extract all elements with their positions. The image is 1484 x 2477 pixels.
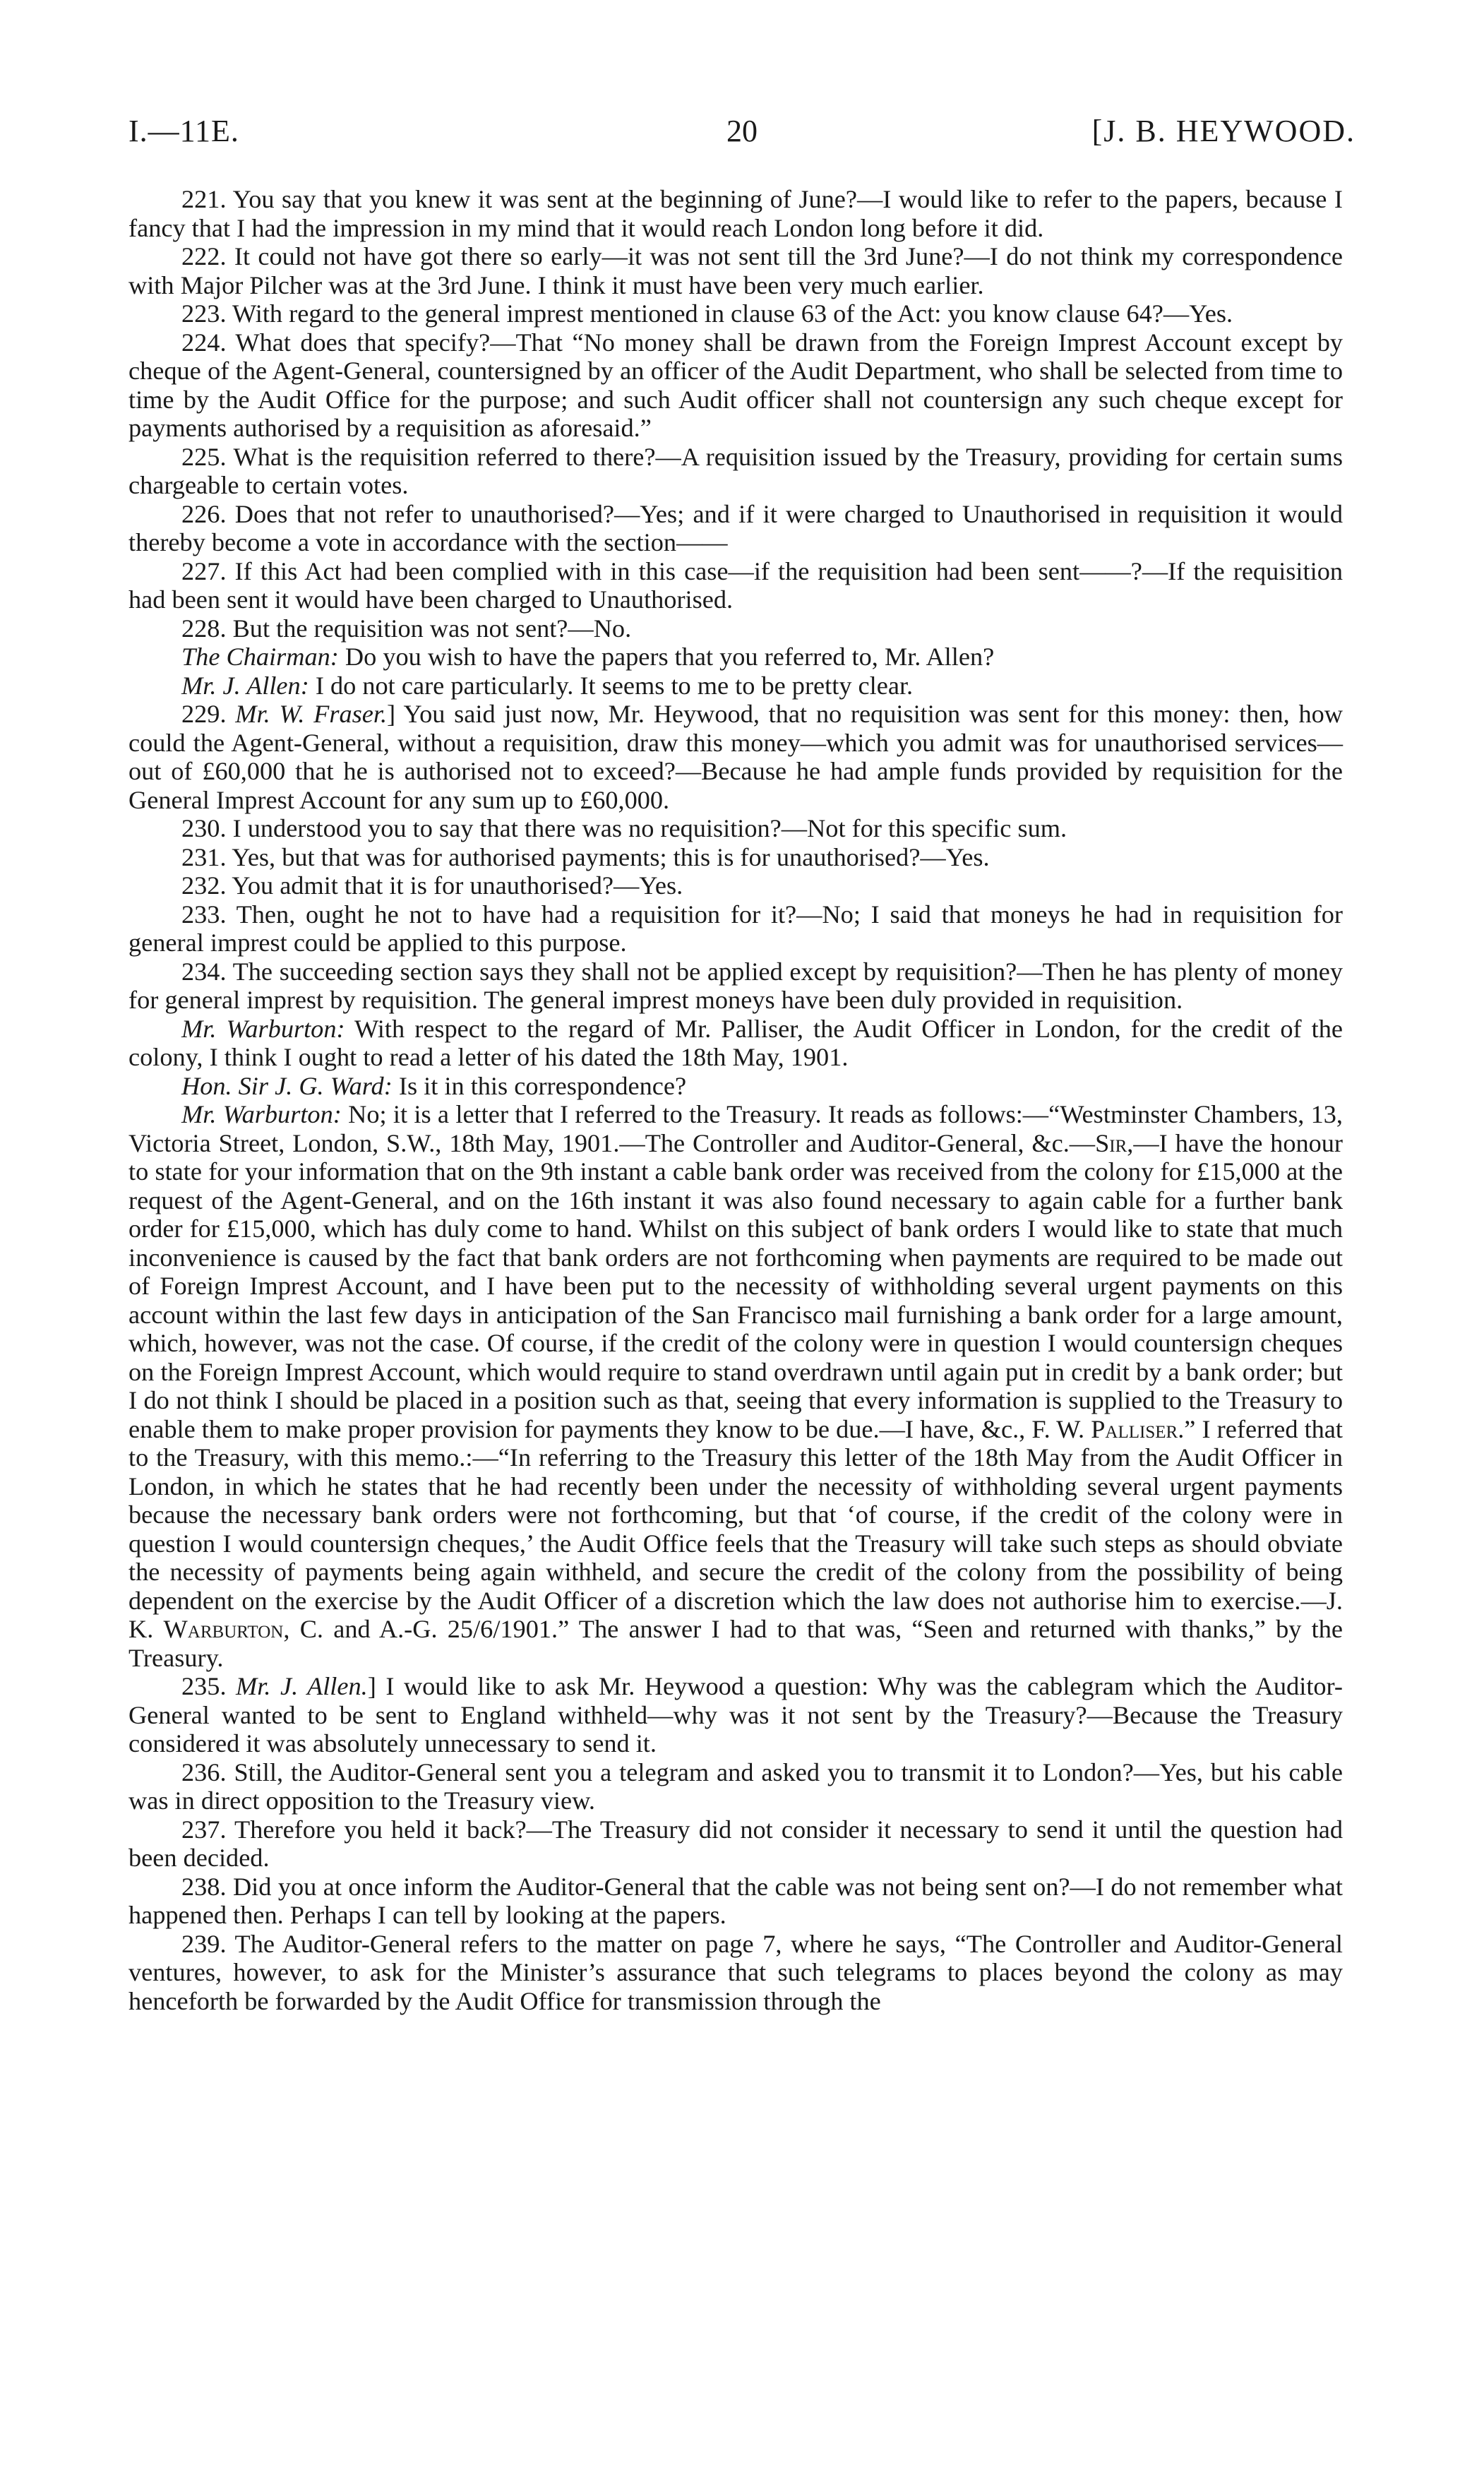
paragraph-text: 237. Therefore you held it back?—The Treasury did not consider it necessary to send it until the question had been decided. [128,1815,1343,1872]
paragraph-text: 222. It could not have got there so early—it was not sent till the 3rd June?—I do not think my correspondence with Major Pilcher was at the 3rd June. I think it must have been very much earlier. [128,242,1343,299]
paragraph [128,1930,1343,2016]
paragraph [128,185,1343,242]
paragraph [128,1672,1343,1758]
paragraph [128,328,1343,443]
paragraph [128,1015,1343,1072]
speaker-name: Mr. J. Allen: [181,671,309,700]
paragraph-text: 227. If this Act had been complied with in this case—if the requisition had been sent——?—If the requisition had been sent it would have been charged to Unauthorised. [128,556,1343,614]
paragraph [128,242,1343,299]
speaker-name: The Chairman: [181,643,339,671]
page-header [128,113,1356,155]
paragraph-text: 231. Yes, but that was for authorised payments; this is for unauthorised?—Yes. [181,842,990,871]
paragraph [128,843,1343,872]
page-number: 20 [726,114,758,148]
witness-name: [J. B. HEYWOOD. [1091,114,1356,148]
speaker-name: Hon. Sir J. G. Ward: [181,1071,393,1100]
paragraph-text: 229. [181,700,236,728]
paragraph-text: Do you wish to have the papers that you referred to, Mr. Allen? [338,643,995,671]
paragraph-text: 233. Then, ought he not to have had a requisition for it?—No; I said that moneys he had in requisition for general imprest could be applied to this purpose. [128,900,1343,957]
paragraph-text: 234. The succeeding section says they shall not be applied except by requisition?—Then he has plenty of money for general imprest by requisition. The general imprest moneys have been duly provided in requisition. [128,957,1343,1014]
paragraph-text: No; it is a letter that I referred to the Treasury. It reads as follows:—“Westminster Chambers, 13, Victoria Street, London, S.W., 18th May, 1901.—The Controller and Auditor-General, &c.— [128,1100,1344,1157]
speaker-name: Mr. W. Fraser. [235,700,388,728]
paragraph-text: 223. With regard to the general imprest mentioned in clause 63 of the Act: you know clause 64?—Yes. [181,299,1233,328]
paragraph-text: 232. You admit that it is for unauthorised?—Yes. [181,871,683,900]
paragraph [128,700,1343,814]
paragraph-text: Is it in this correspondence? [392,1071,687,1100]
paragraph-text: 226. Does that not refer to unauthorised?—Yes; and if it were charged to Unauthorised in requisition it would thereby become a vote in accordance with the section—— [128,499,1343,556]
paragraph-text: 236. Still, the Auditor-General sent you a telegram and asked you to transmit it to London?—Yes, but his cable was in direct opposition to the Treasury view. [128,1757,1343,1815]
speaker-name: Mr. Warburton: [181,1014,345,1043]
paragraph-text: 221. You say that you knew it was sent at the beginning of June?—I would like to refer to the papers, because I fancy that I had the impression in my mind that it would reach London long before it did. [128,185,1343,242]
transcript-body [128,185,1343,2015]
paragraph [128,814,1343,843]
paragraph [128,557,1343,614]
paragraph-text: 238. Did you at once inform the Auditor-General that the cable was not being sent on?—I do not remember what happened then. Perhaps I can tell by looking at the papers. [128,1872,1343,1929]
paragraph [128,871,1343,900]
paragraph-text: 225. What is the requisition referred to there?—A requisition issued by the Treasury, providing for certain sums chargeable to certain votes. [128,442,1343,499]
paragraph-text: With respect to the regard of Mr. Palliser, the Audit Officer in London, for the credit of the colony, I think I ought to read a letter of his dated the 18th May, 1901. [128,1014,1343,1071]
paragraph [128,1873,1343,1930]
paragraph-text: ,—I have the honour to state for your information that on the 9th instant a cable bank order was received from the colony for £15,000 at the request of the Agent-General, and on the 16th instant it was also found necessary to again cable for a further bank order for £15,000, which has duly come to hand. Whilst on this subject of bank orders I would like to state that much inconvenience is caused by the fact that bank orders are not forthcoming when payments are required to be made out of Foreign Imprest Account, and I have been put to the necessity of withholding several urgent payments on this account within the last few days in anticipation of the San Francisco mail furnishing a bank order for a large amount, which, however, was not the case. Of course, if the credit of the colony were in question I would countersign cheques on the Foreign Imprest Account, which would require to stand overdrawn until again put in credit by a bank order; but I do not think I should be placed in a position such as that, seeing that every information is supplied to the Treasury to enable them to make proper provision for payments they know to be due.—I have, &c., F. W. [128,1128,1344,1443]
paragraph-text: 228. But the requisition was not sent?—No. [181,614,632,643]
paragraph [128,443,1343,500]
paragraph [128,1072,1343,1101]
paragraph [128,299,1343,328]
paragraph-text: .” I referred that to the Treasury, with this memo.:—“In referring to the Treasury this letter of the 18th May from the Audit Officer in London, in which he states that he had recently been under the necessity of withholding several urgent payments because the necessary bank orders were not forthcoming, but that ‘of course, if the credit of the colony were in question I would countersign cheques,’ the Audit Office feels that the Treasury will take such steps as should obviate the necessity of payments being again withheld, and secure the credit of the colony from the possibility of being dependent on the exercise by the Audit Officer of a discretion which the law does not authorise him to exercise.—J. K. [128,1414,1343,1643]
paragraph-text: , C. and A.-G. 25/6/1901.” The answer I had to that was, “Seen and returned with thanks,” by the Treasury. [128,1615,1343,1672]
speaker-name: Mr. Warburton: [181,1100,342,1128]
paragraph-text: ] You said just now, Mr. Heywood, that no requisition was sent for this money: then, how could the Agent-General, without a requisition, draw this money—which you admit was for unauthorised services—out of £60,000 that he is authorised not to exceed?—Because he had ample funds provided by requisition for the General Imprest Account for any sum up to £60,000. [128,700,1344,814]
speaker-name: Mr. J. Allen. [236,1672,368,1700]
paragraph [128,643,1343,672]
paragraph-text: 239. The Auditor-General refers to the matter on page 7, where he says, “The Controller and Auditor-General ventures, however, to ask for the Minister’s assurance that such telegrams to places beyond the colony as may henceforth be forwarded by the Audit Office for transmission through the [128,1929,1343,2015]
paragraph [128,900,1343,957]
paragraph-text: ] I would like to ask Mr. Heywood a question: Why was the cablegram which the Auditor-General wanted to be sent to England withheld—why was it not sent by the Treasury?—Because the Treasury considered it was absolutely unnecessary to send it. [128,1672,1343,1757]
paragraph [128,672,1343,700]
paragraph [128,614,1343,643]
paragraph-text: Warburton [163,1615,284,1643]
paragraph [128,1815,1343,1873]
document-reference: I.—11E. [128,114,239,148]
paragraph [128,1758,1343,1815]
paragraph [128,957,1343,1015]
paragraph-text: I do not care particularly. It seems to me to be pretty clear. [309,671,914,700]
paragraph-text: 230. I understood you to say that there was no requisition?—Not for this specific sum. [181,814,1067,842]
paragraph-text: 235. [181,1672,237,1700]
paragraph-text: Palliser [1091,1414,1178,1443]
paragraph-text: Sir [1095,1128,1127,1157]
paragraph [128,500,1343,557]
paragraph [128,1100,1343,1672]
paragraph-text: 224. What does that specify?—That “No money shall be drawn from the Foreign Imprest Account except by cheque of the Agent-General, countersigned by an officer of the Audit Department, who shall be selected from time to time by the Audit Office for the purpose; and such Audit officer shall not countersign any such cheque except for payments authorised by a requisition as aforesaid.” [128,328,1343,442]
